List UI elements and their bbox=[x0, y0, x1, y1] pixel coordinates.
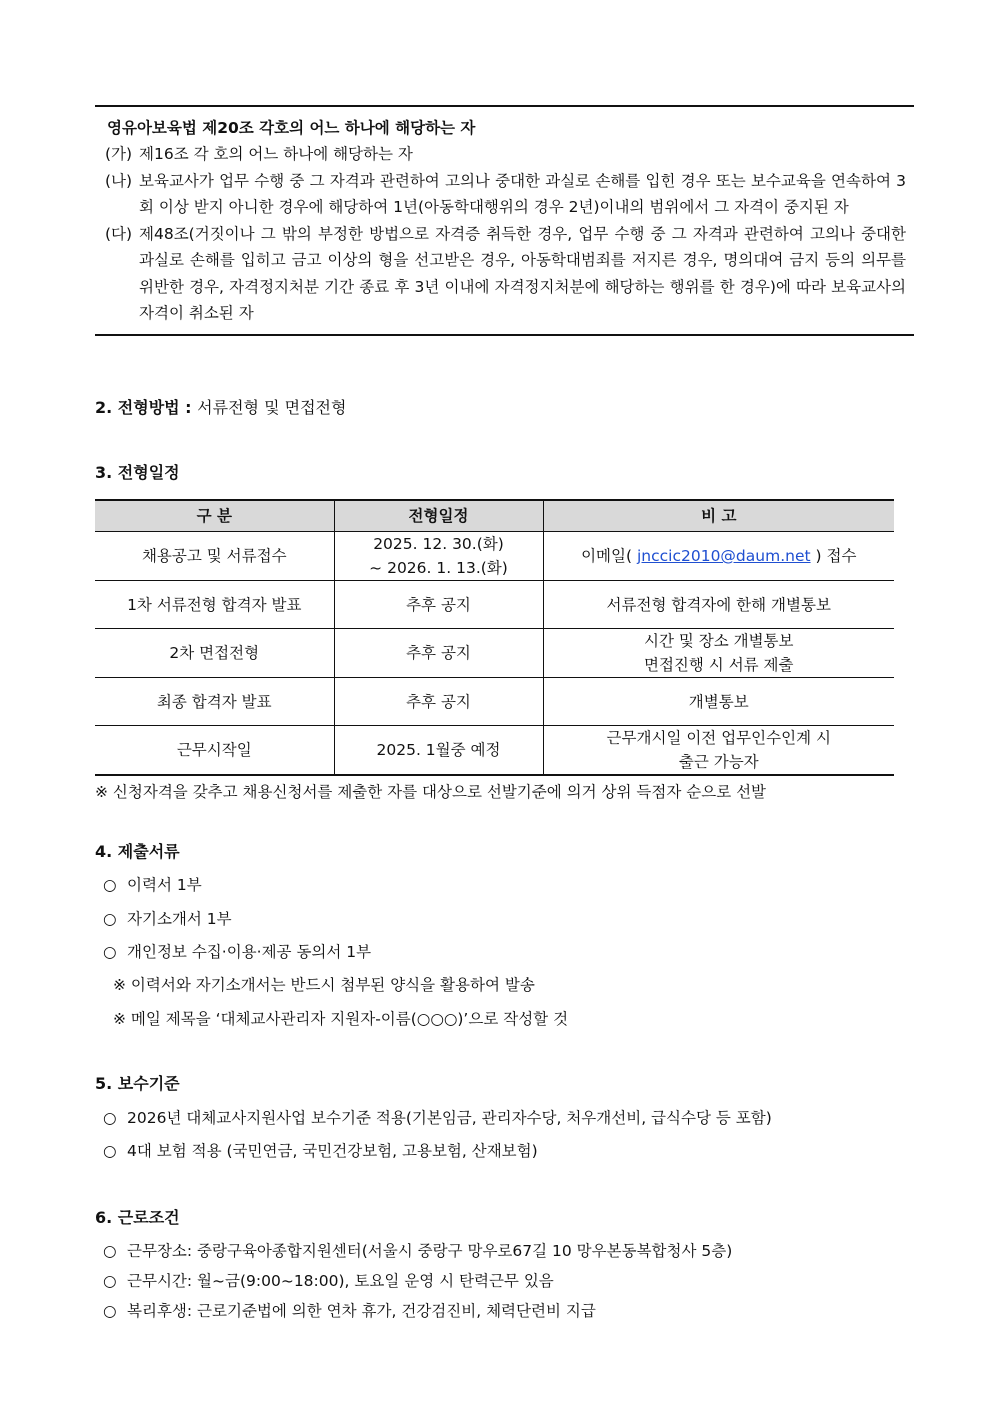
cell-category: 1차 서류전형 합격자 발표 bbox=[95, 581, 334, 629]
list-item: ○ 근무장소: 중랑구육아종합지원센터(서울시 중랑구 망우로67길 10 망우본동복합청사 5층) bbox=[103, 1239, 732, 1263]
email-link[interactable]: jnccic2010@daum.net bbox=[636, 547, 811, 565]
section-5-heading: 5. 보수기준 bbox=[95, 1074, 180, 1093]
table-row bbox=[95, 532, 894, 581]
cell-category: 최종 합격자 발표 bbox=[95, 678, 334, 726]
item-text: 보육교사가 업무 수행 중 그 자격과 관련하여 고의나 중대한 과실로 손해를 입힌 경우 또는 보수교육을 연속하여 3회 이상 받지 아니한 경우에 해당하여 1년(아동학대행위의 경우 2년)이내의 범위에서 그 자격이 중지된 자 bbox=[139, 171, 906, 216]
cell-category: 채용공고 및 서류접수 bbox=[95, 532, 334, 581]
list-item: ○ 복리후생: 근로기준법에 의한 연차 휴가, 건강검진비, 체력단련비 지급 bbox=[103, 1299, 596, 1323]
section-6-heading: 6. 근로조건 bbox=[95, 1208, 180, 1227]
item-marker: (다) bbox=[105, 224, 133, 243]
bullet-circle: ○ bbox=[103, 910, 117, 928]
section-3-heading: 3. 전형일정 bbox=[95, 463, 180, 482]
note-prefix: 이메일( bbox=[581, 547, 633, 565]
note-line: 시간 및 장소 개별통보 bbox=[643, 632, 794, 650]
item-marker: (가) bbox=[105, 145, 133, 163]
section-2-heading bbox=[95, 396, 346, 420]
schedule-line: ~ 2026. 1. 13.(화) bbox=[369, 559, 508, 577]
header-category: 구 분 bbox=[95, 500, 334, 532]
bullet-circle: ○ bbox=[103, 1142, 117, 1160]
bullet-circle: ○ bbox=[103, 1242, 117, 1260]
table-header-row bbox=[95, 500, 894, 532]
cell-note bbox=[543, 532, 894, 581]
section-2-title: 2. 전형방법 : bbox=[95, 398, 192, 417]
bullet-circle: ○ bbox=[103, 943, 117, 961]
list-item: ○ 개인정보 수집·이용·제공 동의서 1부 bbox=[103, 940, 371, 964]
section-4-heading: 4. 제출서류 bbox=[95, 842, 180, 861]
schedule-table bbox=[95, 499, 894, 776]
bullet-circle: ○ bbox=[103, 1109, 117, 1127]
section-2-value: 서류전형 및 면접전형 bbox=[197, 398, 347, 417]
item-marker: (나) bbox=[105, 171, 133, 190]
item-text: 제16조 각 호의 어느 하나에 해당하는 자 bbox=[139, 145, 413, 163]
cell-note: 개별통보 bbox=[543, 678, 894, 726]
document-note: ※ 이력서와 자기소개서는 반드시 첨부된 양식을 활용하여 발송 bbox=[113, 976, 535, 994]
item-text: 제48조(거짓이나 그 밖의 부정한 방법으로 자격증 취득한 경우, 업무 수행 중 그 자격과 관련하여 고의나 중대한 과실로 손해를 입히고 금고 이상의 형을 선고받은 경우, 아동학대범죄를 저지른 경우, 명의대여 금지 등의 의무를 위반한 경우, 자격정지처분 기간 종료 후 3년 이내에 자격정지처분에 해당하는 행위를 한 경우)에 따라 보육교사의 자격이 취소된 자 bbox=[139, 224, 906, 322]
note-suffix: ) 접수 bbox=[815, 547, 857, 565]
list-item: ○ 이력서 1부 bbox=[103, 873, 202, 897]
list-item: ○ 자기소개서 1부 bbox=[103, 907, 232, 931]
disqualification-title: 영유아보육법 제20조 각호의 어느 하나에 해당하는 자 bbox=[107, 119, 476, 137]
list-item: ○ 근무시간: 월~금(9:00~18:00), 토요일 운영 시 탄력근무 있음 bbox=[103, 1269, 554, 1293]
cell-schedule: 추후 공지 bbox=[334, 581, 543, 629]
disqualification-item bbox=[105, 221, 906, 327]
list-item: ○ 2026년 대체교사지원사업 보수기준 적용(기본임금, 관리자수당, 처우개선비, 급식수당 등 포함) bbox=[103, 1106, 772, 1130]
cell-category: 근무시작일 bbox=[95, 726, 334, 776]
table-row bbox=[95, 629, 894, 678]
cell-note bbox=[543, 629, 894, 678]
bullet-circle: ○ bbox=[103, 876, 117, 894]
list-item: ○ 4대 보험 적용 (국민연금, 국민건강보험, 고용보험, 산재보험) bbox=[103, 1139, 538, 1163]
disqualification-box bbox=[95, 105, 914, 336]
table-row bbox=[95, 581, 894, 629]
cell-note: 서류전형 합격자에 한해 개별통보 bbox=[543, 581, 894, 629]
cell-schedule: 2025. 1월중 예정 bbox=[334, 726, 543, 776]
note-line: 출근 가능자 bbox=[678, 753, 759, 771]
table-row bbox=[95, 678, 894, 726]
schedule-line: 2025. 12. 30.(화) bbox=[373, 535, 504, 553]
disqualification-item bbox=[105, 168, 906, 221]
header-schedule: 전형일정 bbox=[334, 500, 543, 532]
header-note: 비 고 bbox=[543, 500, 894, 532]
cell-schedule: 추후 공지 bbox=[334, 678, 543, 726]
table-row bbox=[95, 726, 894, 776]
note-line: 면접진행 시 서류 제출 bbox=[643, 656, 794, 674]
schedule-footnote: ※ 신청자격을 갖추고 채용신청서를 제출한 자를 대상으로 선발기준에 의거 상위 득점자 순으로 선발 bbox=[95, 783, 767, 801]
cell-category: 2차 면접전형 bbox=[95, 629, 334, 678]
cell-schedule: 추후 공지 bbox=[334, 629, 543, 678]
cell-schedule bbox=[334, 532, 543, 581]
cell-note bbox=[543, 726, 894, 776]
bullet-circle: ○ bbox=[103, 1272, 117, 1290]
bullet-circle: ○ bbox=[103, 1302, 117, 1320]
disqualification-item bbox=[105, 141, 906, 168]
document-note: ※ 메일 제목을 ‘대체교사관리자 지원자-이름(○○○)’으로 작성할 것 bbox=[113, 1010, 569, 1028]
note-line: 근무개시일 이전 업무인수인계 시 bbox=[606, 729, 831, 747]
